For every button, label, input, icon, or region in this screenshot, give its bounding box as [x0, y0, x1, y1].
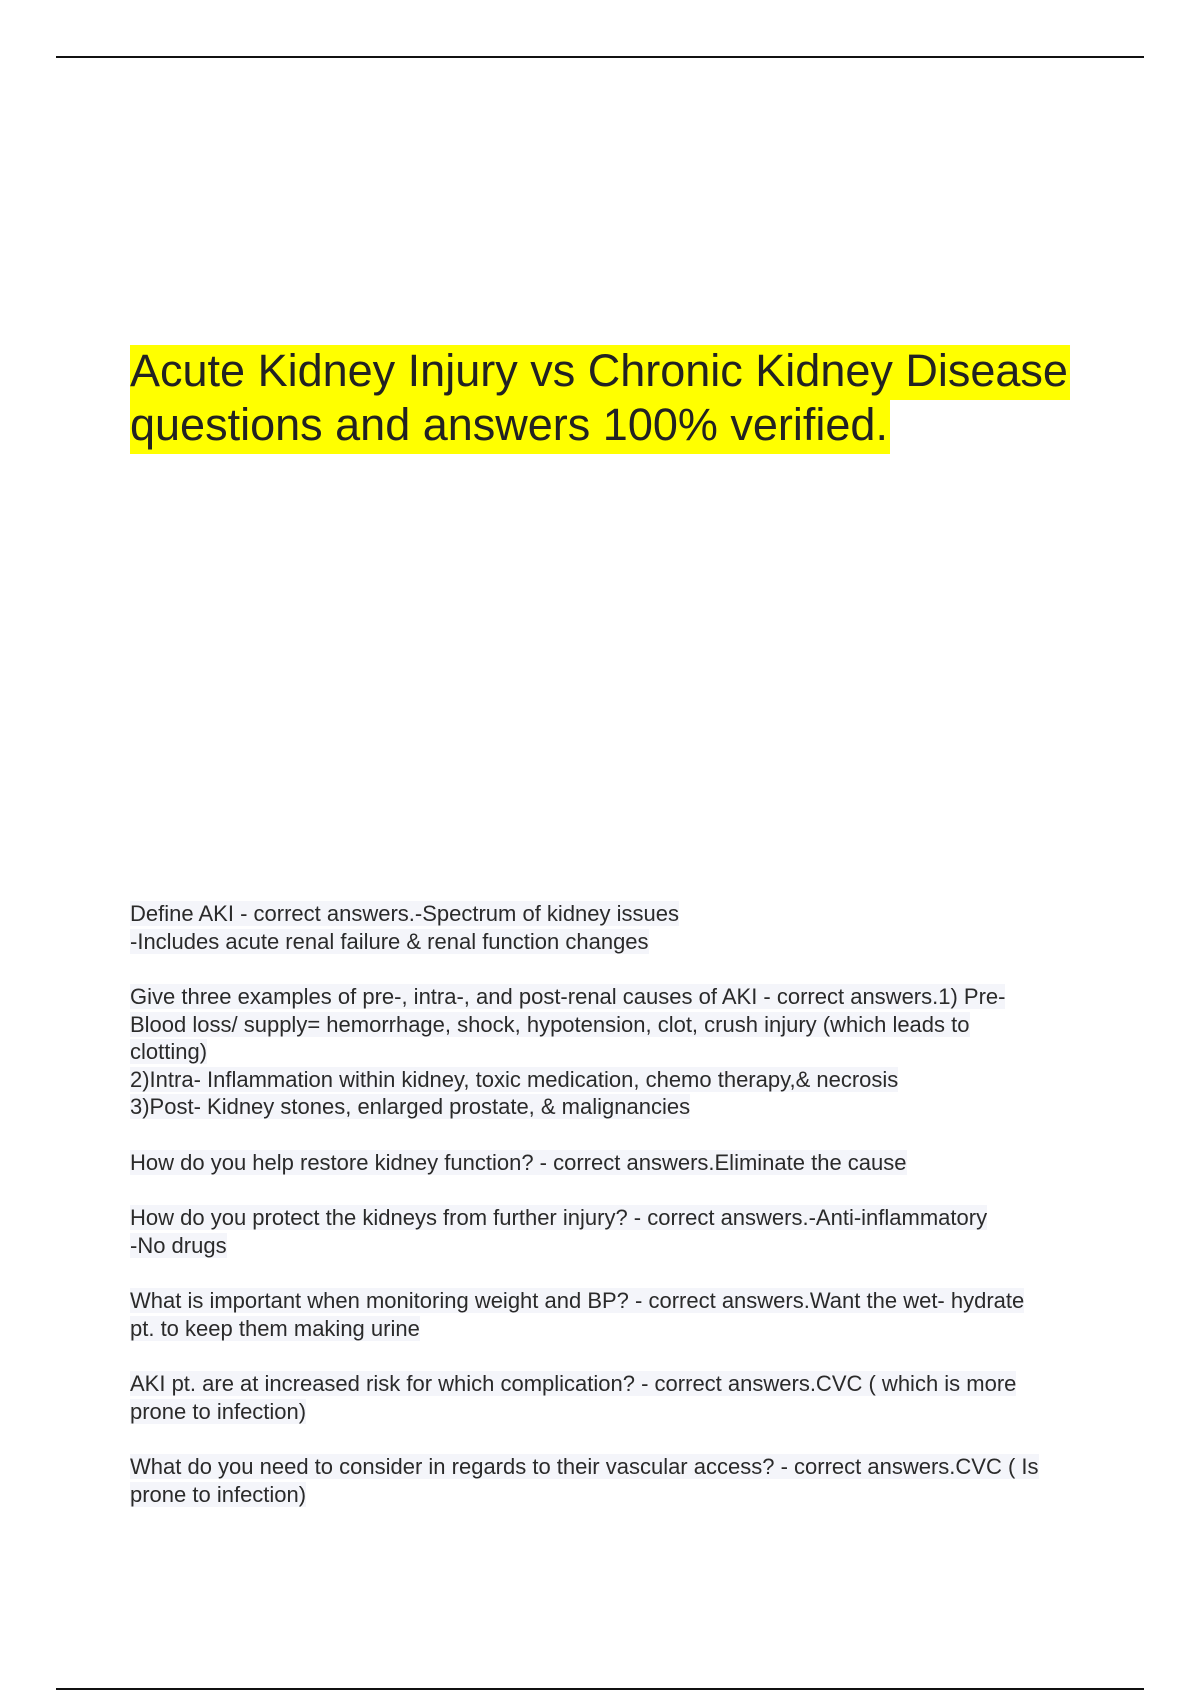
- qa-item-renal-causes: [130, 983, 1110, 1121]
- qa-line: AKI pt. are at increased risk for which complication? - correct answers.CVC ( which is more: [130, 1371, 1017, 1396]
- qa-list: [130, 900, 1110, 1536]
- qa-line: What do you need to consider in regards to their vascular access? - correct answers.CVC ( Is: [130, 1454, 1039, 1479]
- qa-line: prone to infection): [130, 1481, 307, 1507]
- qa-line: How do you help restore kidney function? - correct answers.Eliminate the cause: [130, 1149, 907, 1175]
- qa-line: pt. to keep them making urine: [130, 1315, 420, 1341]
- qa-line: Define AKI - correct answers.-Spectrum of kidney issues: [130, 901, 679, 926]
- bottom-rule: [56, 1688, 1144, 1690]
- title-line-1: Acute Kidney Injury vs Chronic Kidney Disease: [130, 345, 1070, 400]
- qa-line: 2)Intra- Inflammation within kidney, toxic medication, chemo therapy,& necrosis: [130, 1066, 899, 1092]
- qa-line: -No drugs: [130, 1232, 227, 1258]
- qa-line: -Includes acute renal failure & renal function changes: [130, 928, 649, 954]
- document-title: [130, 344, 1140, 452]
- top-rule: [56, 56, 1144, 58]
- qa-line: prone to infection): [130, 1398, 307, 1424]
- qa-line: How do you protect the kidneys from further injury? - correct answers.-Anti-inflammatory: [130, 1205, 988, 1230]
- qa-line: Blood loss/ supply= hemorrhage, shock, hypotension, clot, crush injury (which leads to: [130, 1011, 970, 1037]
- qa-item-restore-function: [130, 1149, 1110, 1177]
- qa-item-weight-bp: [130, 1287, 1110, 1342]
- qa-line: clotting): [130, 1039, 208, 1064]
- qa-item-complication-risk: [130, 1370, 1110, 1425]
- qa-line: What is important when monitoring weight and BP? - correct answers.Want the wet- hydrate: [130, 1288, 1025, 1313]
- qa-item-define-aki: [130, 900, 1110, 955]
- title-line-2: questions and answers 100% verified.: [130, 399, 890, 454]
- qa-line: Give three examples of pre-, intra-, and post-renal causes of AKI - correct answers.1) Pre-: [130, 984, 1006, 1009]
- qa-line: 3)Post- Kidney stones, enlarged prostate, & malignancies: [130, 1094, 691, 1119]
- qa-item-vascular-access: [130, 1453, 1110, 1508]
- qa-item-protect-kidneys: [130, 1204, 1110, 1259]
